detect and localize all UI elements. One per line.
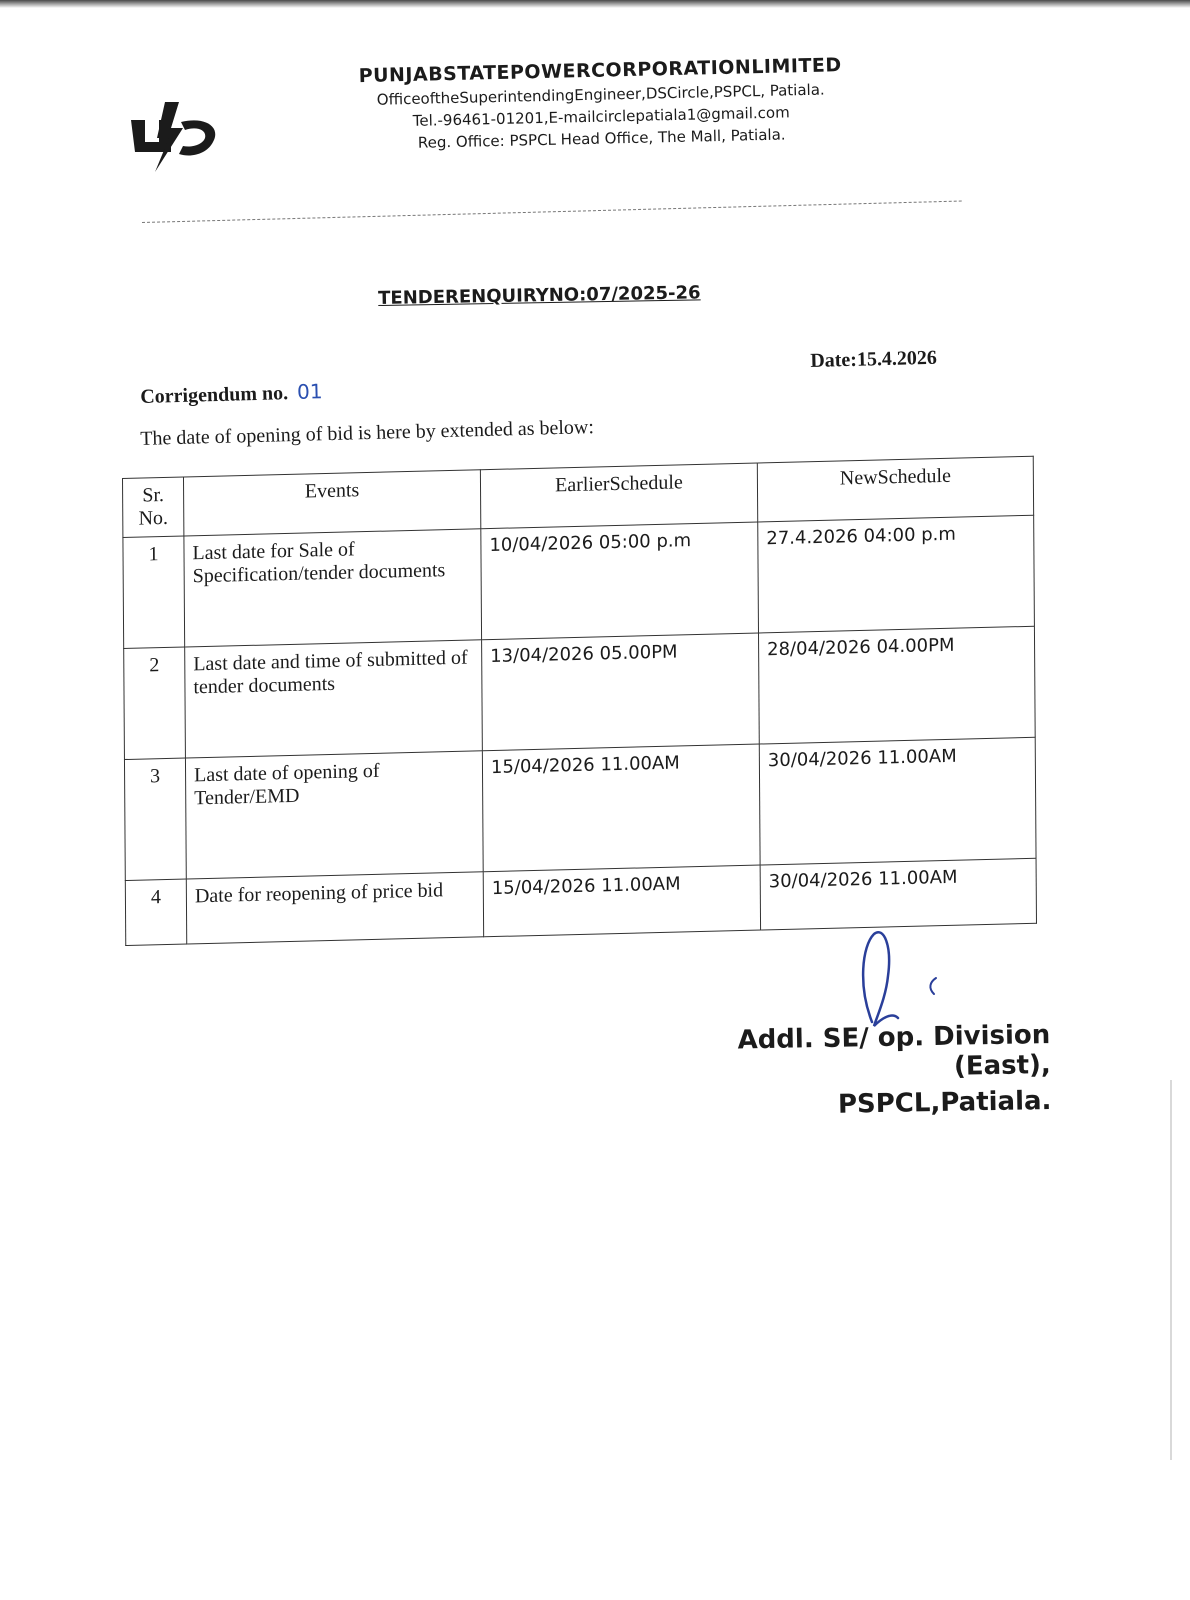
cell-sr: 3 bbox=[124, 758, 186, 881]
cell-event: Date for reopening of price bid bbox=[186, 872, 483, 944]
header-sr-no: Sr. No. bbox=[123, 477, 184, 537]
cell-new: 30/04/2026 11.00AM bbox=[759, 737, 1036, 865]
cell-new: 30/04/2026 11.00AM bbox=[760, 858, 1036, 930]
scan-edge bbox=[1170, 1080, 1172, 1460]
signatory-office: PSPCL,Patiala. bbox=[837, 1085, 1052, 1120]
office-line: OfficeoftheSuperintendingEngineer,DSCircle,PSPCL, Patiala. bbox=[376, 80, 825, 109]
header-new-schedule: NewSchedule bbox=[757, 456, 1033, 522]
cell-sr: 1 bbox=[123, 536, 185, 649]
header-events: Events bbox=[183, 470, 480, 536]
intro-text: The date of opening of bid is here by extended as below: bbox=[140, 416, 595, 450]
handwritten-signature bbox=[848, 926, 958, 1036]
table-row bbox=[123, 515, 1035, 648]
table-row bbox=[124, 626, 1036, 759]
cell-event: Last date and time of submitted of tender documents bbox=[185, 640, 483, 758]
cell-earlier: 15/04/2026 11.00AM bbox=[482, 744, 760, 872]
letterhead bbox=[320, 53, 882, 154]
cell-earlier: 15/04/2026 11.00AM bbox=[483, 865, 760, 937]
cell-earlier: 13/04/2026 05.00PM bbox=[482, 633, 760, 751]
cell-event: Last date for Sale of Specification/tender documents bbox=[184, 529, 482, 647]
cell-sr: 4 bbox=[125, 879, 186, 945]
contact-line: Tel.-96461-01201,E-mailcirclepatiala1@gmail.com bbox=[412, 103, 790, 130]
header-earlier-schedule: EarlierSchedule bbox=[480, 463, 757, 529]
cell-new: 28/04/2026 04.00PM bbox=[759, 626, 1036, 744]
table-row bbox=[124, 737, 1036, 880]
cell-earlier: 10/04/2026 05:00 p.m bbox=[481, 522, 759, 640]
cell-sr: 2 bbox=[124, 647, 186, 760]
corrigendum-number: 01 bbox=[296, 379, 323, 404]
cell-new: 27.4.2026 04:00 p.m bbox=[758, 515, 1035, 633]
cell-event: Last date of opening of Tender/EMD bbox=[185, 751, 483, 879]
organization-name: PUNJABSTATEPOWERCORPORATIONLIMITED bbox=[358, 54, 842, 88]
signatory-block bbox=[640, 1020, 1052, 1129]
schedule-table bbox=[122, 456, 1037, 946]
tender-number: TENDERENQUIRYNO:07/2025-26 bbox=[378, 282, 701, 309]
reg-office-line: Reg. Office: PSPCL Head Office, The Mall, Patiala. bbox=[417, 125, 786, 152]
signatory-designation: Addl. SE/ op. Division (East), bbox=[737, 1020, 1052, 1082]
pspcl-logo-icon bbox=[125, 98, 220, 176]
header-divider bbox=[142, 201, 962, 223]
corrigendum-line bbox=[140, 379, 323, 409]
document-date: Date:15.4.2026 bbox=[810, 346, 938, 372]
corrigendum-label: Corrigendum no. bbox=[140, 382, 289, 408]
